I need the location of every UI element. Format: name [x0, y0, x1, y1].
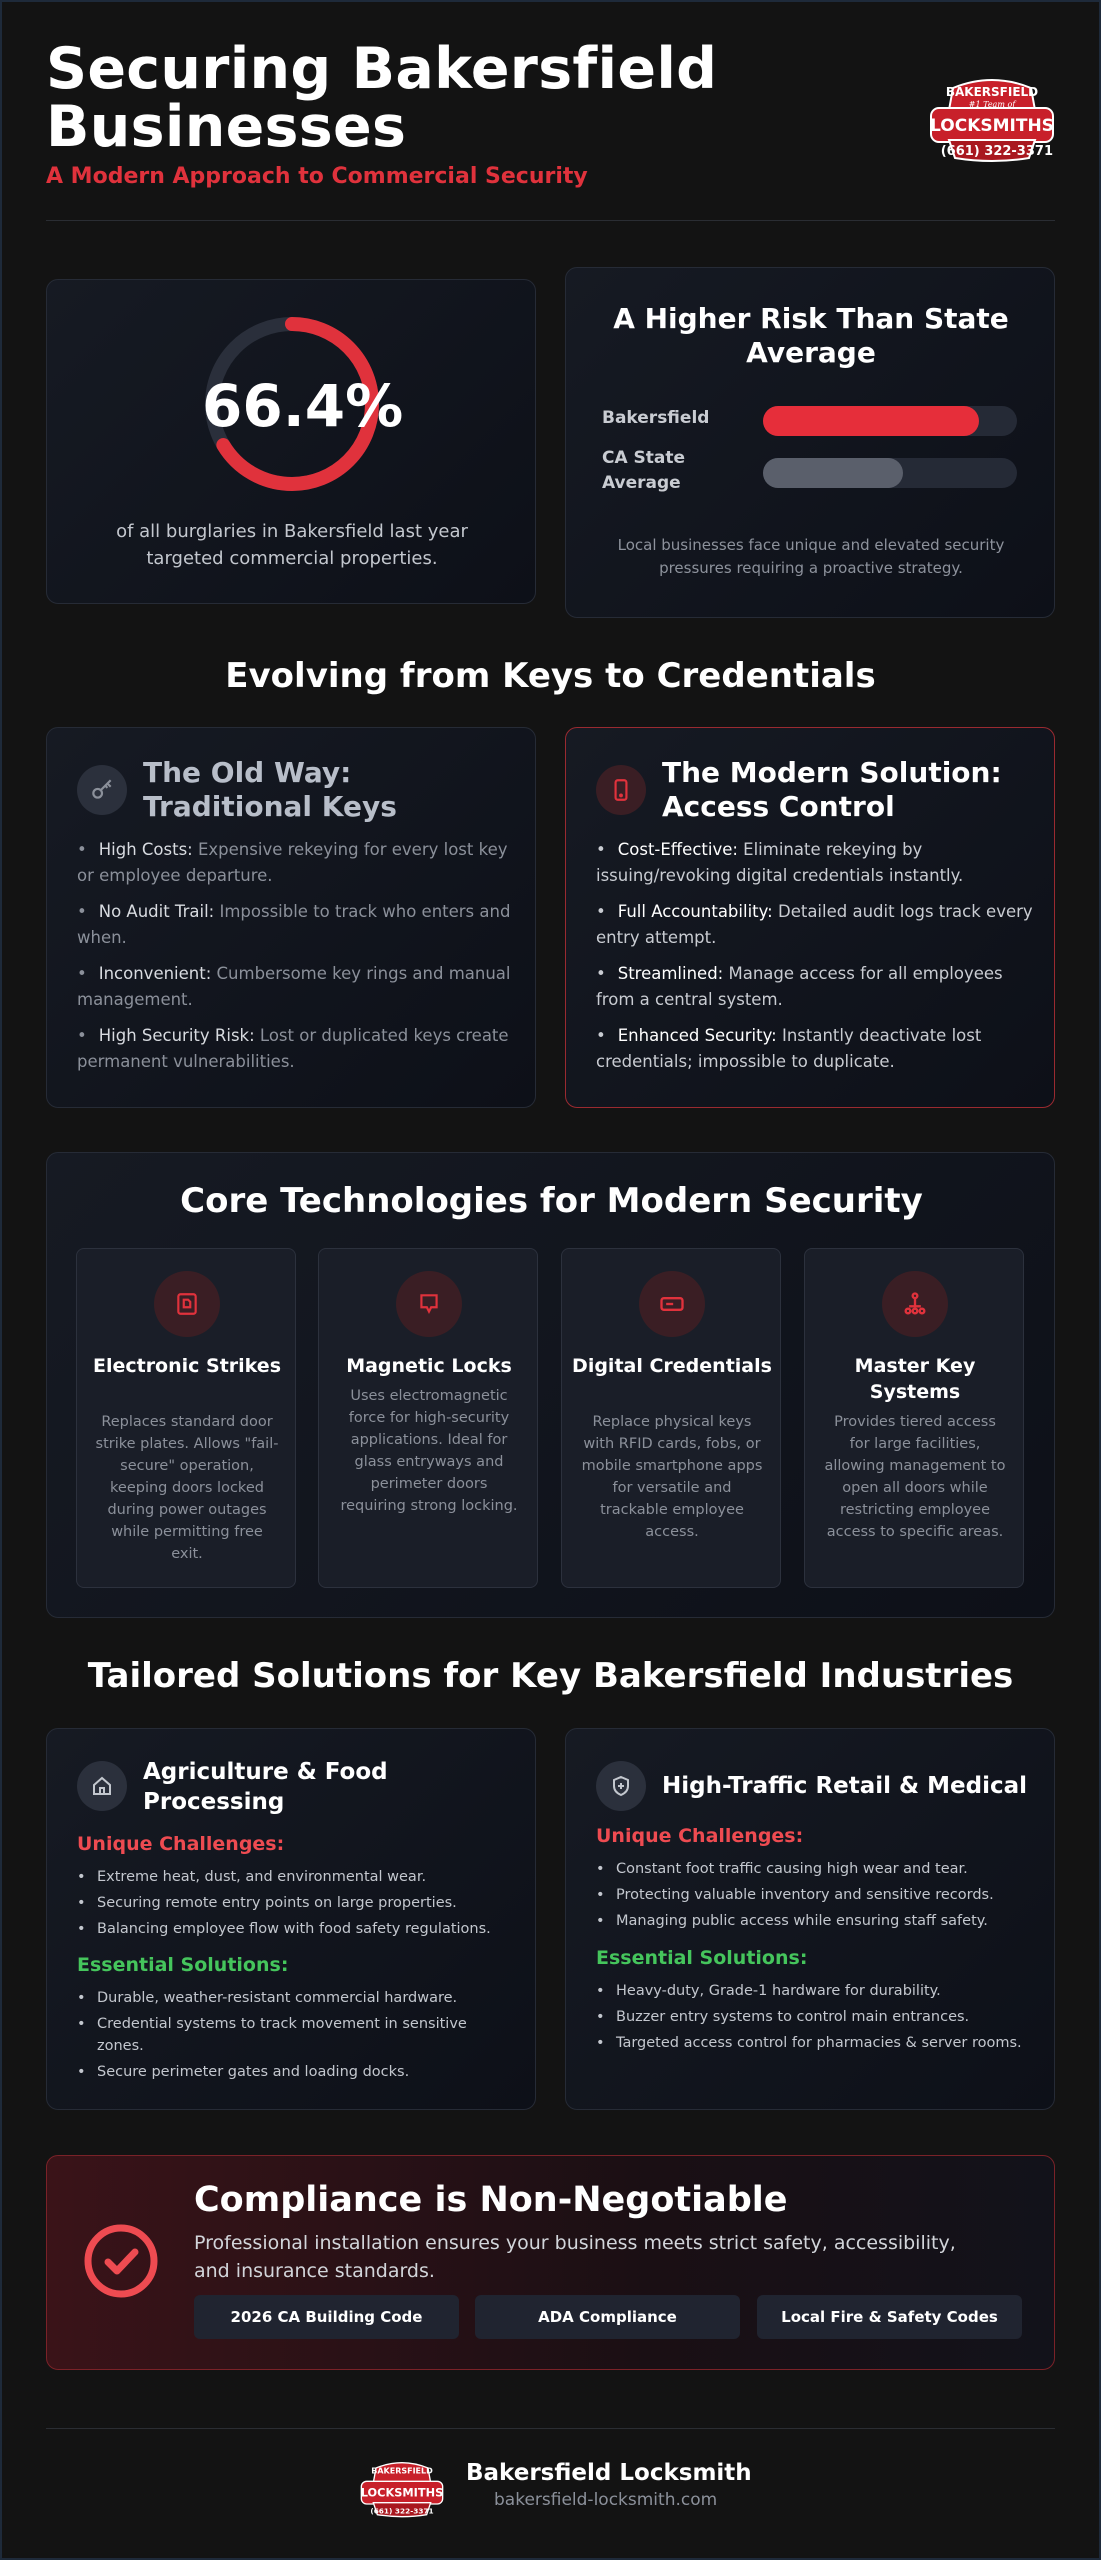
list-item: • Extreme heat, dust, and environmental wear. [77, 1866, 517, 1888]
evolving-section-title: Evolving from Keys to Credentials [225, 656, 876, 696]
tech-item-electronic-strikes [76, 1248, 296, 1588]
risk-bar-bakersfield [763, 406, 979, 436]
risk-comparison-card [565, 267, 1055, 618]
logo-phone: (661) 322-3371 [940, 144, 1053, 159]
list-item: • Cost-Effective: Eliminate rekeying by issuing/revoking digital credentials instantly. [596, 837, 1036, 889]
challenges-heading: Unique Challenges: [596, 1825, 804, 1847]
industry-title: Agriculture & Food Processing [143, 1759, 388, 1815]
list-item: • Heavy-duty, Grade-1 hardware for durability. [596, 1980, 1036, 2002]
stat-caption: of all burglaries in Bakersfield last year targeted commercial properties. [116, 521, 468, 569]
core-tech-card [46, 1152, 1055, 1618]
challenges-heading: Unique Challenges: [77, 1833, 285, 1855]
challenges-list [596, 1858, 1036, 1936]
tech-desc: Replaces standard door strike plates. Allows "fail-secure" operation, keeping doors locked during power outages while permitting free exit. [95, 1414, 279, 1562]
list-item: • Secure perimeter gates and loading docks. [77, 2061, 517, 2083]
footer-logo [360, 2458, 444, 2518]
old-way-title: The Old Way: Traditional Keys [143, 756, 397, 823]
industry-title: High-Traffic Retail & Medical [662, 1773, 1027, 1799]
list-item: • Enhanced Security: Instantly deactivate lost credentials; impossible to duplicate. [596, 1023, 1036, 1075]
solutions-list [596, 1980, 1036, 2058]
solutions-heading: Essential Solutions: [596, 1947, 808, 1969]
list-item: • No Audit Trail: Impossible to track who enters and when. [77, 899, 517, 951]
compliance-badge: 2026 CA Building Code [194, 2295, 459, 2339]
list-item: • Managing public access while ensuring staff safety. [596, 1910, 1036, 1932]
tech-name: Digital Credentials [572, 1355, 772, 1377]
challenges-list [77, 1866, 517, 1944]
check-circle-icon [83, 2223, 159, 2299]
card-icon [639, 1271, 705, 1337]
list-item: • Durable, weather-resistant commercial hardware. [77, 1987, 517, 2009]
list-item: • Inconvenient: Cumbersome key rings and manual management. [77, 961, 517, 1013]
risk-bar-track-bakersfield [763, 406, 1017, 436]
modern-solution-list [596, 837, 1036, 1085]
home-icon [77, 1761, 127, 1811]
modern-solution-title: The Modern Solution: Access Control [662, 756, 1002, 823]
page-subtitle: A Modern Approach to Commercial Security [46, 164, 588, 189]
header [46, 36, 1055, 220]
tech-item-digital-credentials [561, 1248, 781, 1588]
svg-text:BAKERSFIELD: BAKERSFIELD [371, 2466, 433, 2476]
compliance-text: Professional installation ensures your business meets strict safety, accessibility, and insurance standards. [194, 2232, 956, 2282]
risk-label-bakersfield: Bakersfield [602, 408, 710, 428]
header-divider [46, 220, 1055, 221]
industry-card-retail-medical [565, 1728, 1055, 2110]
old-way-card [46, 727, 536, 1108]
list-item: • Balancing employee flow with food safety regulations. [77, 1918, 517, 1940]
list-item: • Credential systems to track movement in sensitive zones. [77, 2013, 517, 2057]
logo-text-line1: BAKERSFIELD [945, 85, 1039, 99]
industries-section-title: Tailored Solutions for Key Bakersfield Industries [87, 1656, 1014, 1696]
industry-card-agriculture [46, 1728, 536, 2110]
footer-company-name: Bakersfield Locksmith [466, 2460, 752, 2486]
logo-text-tagline: #1 Team of [968, 100, 1016, 109]
risk-label-state: CA State Average [602, 448, 686, 493]
list-item: • Targeted access control for pharmacies & server rooms. [596, 2032, 1036, 2054]
door-strike-icon [154, 1271, 220, 1337]
tech-desc: Uses electromagnetic force for high-security applications. Ideal for glass entryways and perimeter doors requiring strong locking. [340, 1388, 518, 1514]
solutions-heading: Essential Solutions: [77, 1954, 289, 1976]
svg-text:LOCKSMITHS: LOCKSMITHS [360, 2485, 444, 2500]
old-way-list [77, 837, 517, 1085]
modern-solution-card [565, 727, 1055, 1108]
risk-title: A Higher Risk Than State Average [613, 302, 1009, 369]
compliance-badge: ADA Compliance [475, 2295, 740, 2339]
key-icon [77, 765, 127, 815]
risk-bar-track-state [763, 458, 1017, 488]
page-title: Securing Bakersfield Businesses [46, 36, 718, 160]
tech-desc: Provides tiered access for large facilities, allowing management to open all doors while restricting employee access to specific areas. [824, 1414, 1006, 1540]
solutions-list [77, 1987, 517, 2087]
tech-name: Electronic Strikes [92, 1355, 282, 1377]
core-tech-title: Core Technologies for Modern Security [180, 1181, 923, 1221]
smartphone-icon [596, 765, 646, 815]
list-item: • Streamlined: Manage access for all employees from a central system. [596, 961, 1036, 1013]
list-item: • Full Accountability: Detailed audit logs track every entry attempt. [596, 899, 1036, 951]
compliance-card [46, 2155, 1055, 2370]
burglary-stat-card [46, 279, 536, 604]
tech-name: Master Key Systems [854, 1355, 976, 1403]
list-item: • Constant foot traffic causing high wear and tear. [596, 1858, 1036, 1880]
list-item: • High Costs: Expensive rekeying for every lost key or employee departure. [77, 837, 517, 889]
stat-value: 66.4% [202, 372, 404, 440]
hierarchy-icon [882, 1271, 948, 1337]
tech-name: Magnetic Locks [346, 1355, 512, 1377]
footer-website-link[interactable]: bakersfield-locksmith.com [494, 2490, 718, 2510]
compliance-title: Compliance is Non-Negotiable [194, 2180, 788, 2220]
risk-note: Local businesses face unique and elevated security pressures requiring a proactive strategy. [617, 536, 1005, 577]
list-item: • High Security Risk: Lost or duplicated keys create permanent vulnerabilities. [77, 1023, 517, 1075]
donut-chart [202, 314, 404, 494]
risk-bar-state [763, 458, 903, 488]
shield-plus-icon [596, 1761, 646, 1811]
svg-text:(661) 322-3371: (661) 322-3371 [370, 2506, 434, 2516]
tech-desc: Replace physical keys with RFID cards, fobs, or mobile smartphone apps for versatile and trackable employee access. [581, 1414, 763, 1540]
magnet-icon [396, 1271, 462, 1337]
footer-divider [46, 2428, 1055, 2429]
list-item: • Securing remote entry points on large properties. [77, 1892, 517, 1914]
list-item: • Buzzer entry systems to control main entrances. [596, 2006, 1036, 2028]
compliance-badge: Local Fire & Safety Codes [757, 2295, 1022, 2339]
logo-text-brand: LOCKSMITHS [930, 116, 1054, 136]
tech-item-master-key [804, 1248, 1024, 1588]
list-item: • Protecting valuable inventory and sensitive records. [596, 1884, 1036, 1906]
tech-item-magnetic-locks [318, 1248, 538, 1588]
